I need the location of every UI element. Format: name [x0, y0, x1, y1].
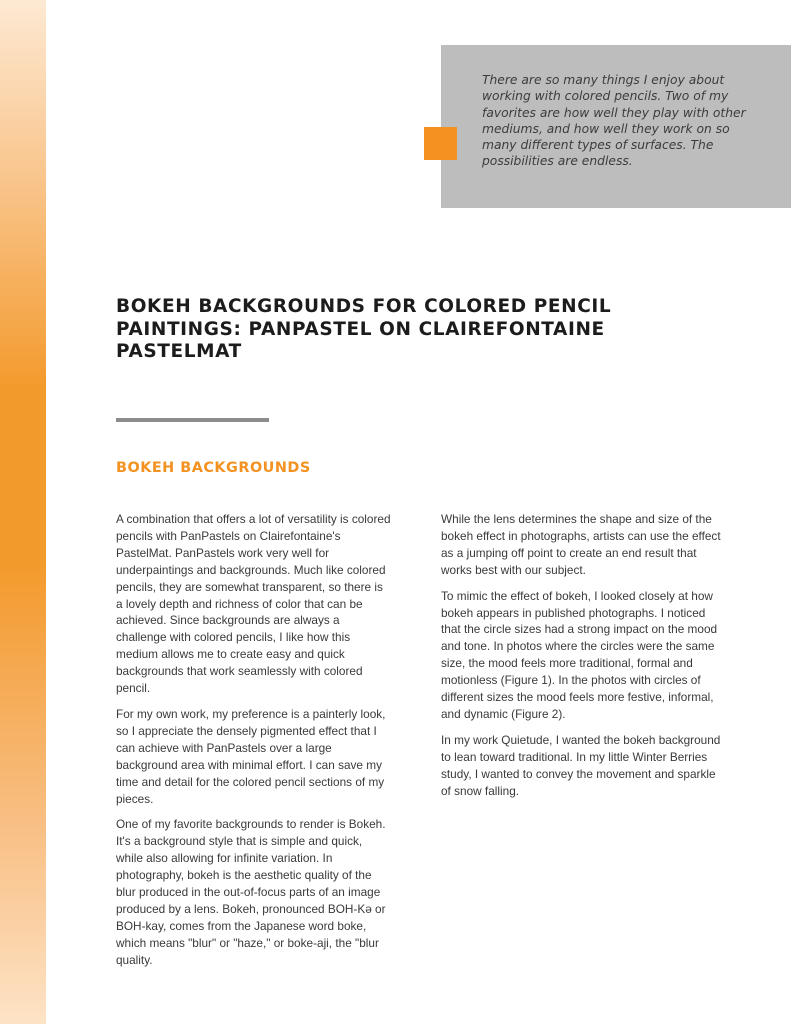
body-paragraph: For my own work, my preference is a painterly look, so I appreciate the densely pigmented effect that I can achieve with PanPastels over a large background area with minimal effort. I can save my time and detail for the colored pencil sections of my pieces. — [116, 706, 386, 806]
accent-square — [424, 127, 457, 160]
pull-quote-text: There are so many things I enjoy about working with colored pencils. Two of my favorites are how well they play with other mediums, and how well they work on so many different types of surfaces. The possibilities are endless. — [482, 73, 746, 169]
body-paragraph: One of my favorite backgrounds to render is Bokeh. It's a background style that is simple and quick, while also allowing for infinite variation. In photography, bokeh is the aesthetic quality of the blur produced in the out-of-focus parts of an image produced by a lens. Bokeh, pronounced BOH-Kə or BOH-kay, comes from the Japanese word boke, which means "blur" or "haze," or boke-aji, the "blur quality. — [116, 817, 386, 967]
section-heading: BOKEH BACKGROUNDS — [116, 460, 311, 476]
right-column — [441, 511, 726, 809]
left-column — [116, 511, 392, 978]
body-paragraph: While the lens determines the shape and size of the bokeh effect in photographs, artists can use the effect as a jumping off point to create an end result that works best with our subject. — [441, 512, 721, 577]
body-paragraph: A combination that offers a lot of versatility is colored pencils with PanPastels on Clairefontaine's PastelMat. PanPastels work very well for underpaintings and backgrounds. Much like colored pencils, they are somewhat transparent, so there is a lovely depth and richness of color that can be achieved. Since backgrounds are always a challenge with colored pencils, I like how this medium allows me to create easy and quick backgrounds that work seamlessly with colored pencil. — [116, 512, 391, 696]
orange-gradient-stripe — [0, 0, 46, 1024]
title-divider — [116, 418, 269, 422]
body-paragraph: In my work Quietude, I wanted the bokeh background to lean toward traditional. In my little Winter Berries study, I wanted to convey the movement and sparkle of snow falling. — [441, 732, 721, 798]
article-title: BOKEH BACKGROUNDS FOR COLORED PENCIL PAINTINGS: PANPASTEL ON CLAIREFONTAINE PASTELMAT — [116, 296, 612, 362]
body-paragraph: To mimic the effect of bokeh, I looked closely at how bokeh appears in published photographs. I noticed that the circle sizes had a strong impact on the mood and tone. In photos where the circles were the same size, the mood feels more traditional, formal and motionless (Figure 1). In the photos with circles of different sizes the mood feels more festive, informal, and dynamic (Figure 2). — [441, 588, 718, 721]
